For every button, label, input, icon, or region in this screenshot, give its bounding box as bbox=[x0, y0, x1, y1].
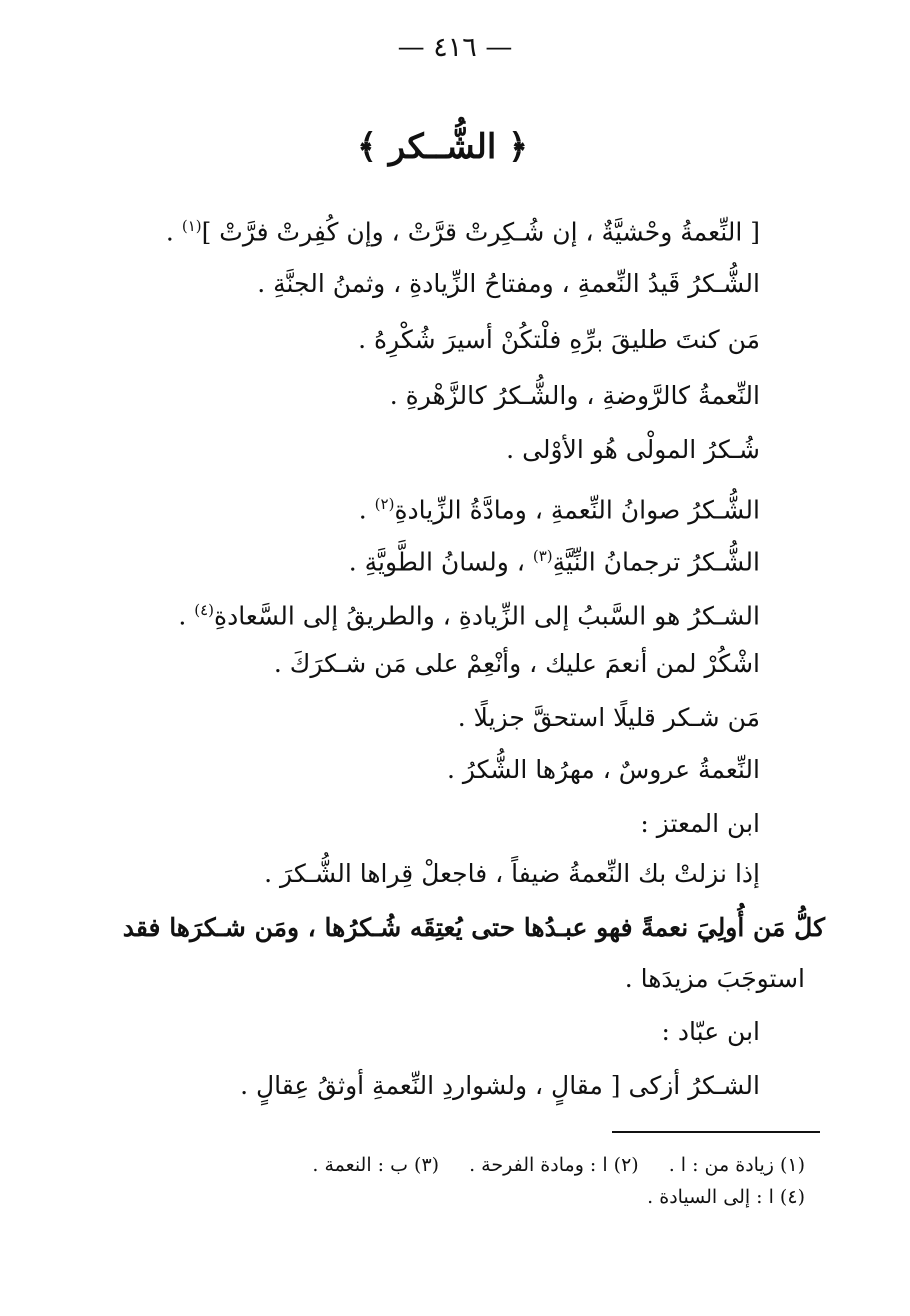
aphorism-line bbox=[60, 318, 760, 362]
page-number: — ٤١٦ — bbox=[397, 32, 513, 63]
aphorism-text: مَن كنتَ طليقَ برِّهِ فلْتكُنْ أسيرَ شُكْرِهُ . bbox=[358, 325, 760, 354]
aphorism-ending: . bbox=[178, 601, 195, 631]
footnote-row bbox=[165, 1181, 805, 1213]
aphorism-line bbox=[60, 748, 760, 792]
speaker-ibn-al-mutazz: ابن المعتز : bbox=[640, 809, 760, 838]
aphorism-line bbox=[60, 262, 760, 306]
aphorism-line bbox=[60, 534, 760, 584]
verse-line: إذا نزلتْ بك النِّعمةُ ضيفاً ، فاجعلْ قِراها الشُّـكرَ . bbox=[264, 859, 760, 888]
footnote-marker: (٤) bbox=[194, 601, 215, 619]
footnote-row bbox=[165, 1149, 805, 1181]
aphorism-line bbox=[60, 374, 760, 418]
footnote-marker: (٣) bbox=[532, 547, 553, 565]
aphorism-text: الشُّـكرُ ترجمانُ النِّيَّةِ bbox=[552, 547, 760, 577]
speaker-ibn-abbad: ابن عبّاد : bbox=[661, 1017, 760, 1046]
chapter-title: ﴿ الشُّــكر ﴾ bbox=[356, 127, 529, 167]
aphorism-line bbox=[60, 204, 760, 254]
aphorism-ending: ، ولسانُ الطَّويَّةِ . bbox=[348, 547, 533, 577]
aphorism-text: [ النِّعمةُ وحْشيَّةٌ ، إن شُـكِرتْ قرَّتْ ، وإن كُفِرتْ فرَّتْ ] bbox=[201, 217, 760, 247]
paragraph-line-1: كلُّ مَن أُولِيَ نعمةً فهو عبـدُها حتى يُعتِقَه شُـكرُها ، ومَن شـكرَها فقد bbox=[122, 913, 825, 942]
aphorism-text: الشُّـكرُ صوانُ النِّعمةِ ، ومادَّةُ الزِّيادةِ bbox=[394, 495, 760, 525]
footnote-1: (١) زيادة من : ا . bbox=[668, 1154, 805, 1176]
paragraph-line-2: استوجَبَ مزيدَها . bbox=[624, 964, 805, 993]
footnote-4: (٤) ا : إلى السيادة . bbox=[647, 1186, 805, 1208]
aphorism-text: مَن شـكر قليلًا استحقَّ جزيلًا . bbox=[457, 703, 760, 732]
aphorism-ending: . bbox=[358, 495, 375, 525]
aphorism-text: شُـكرُ المولْى هُو الأوْلى . bbox=[506, 435, 760, 464]
aphorism-text: الشُّـكرُ قَيدُ النِّعمةِ ، ومفتاحُ الزِّيادةِ ، وثمنُ الجنَّةِ . bbox=[257, 269, 760, 298]
aphorism-line bbox=[60, 482, 760, 532]
verse-line: الشـكرُ أزكى [ مقالٍ ، ولشواردِ النِّعمةِ أوثقُ عِقالٍ . bbox=[240, 1071, 760, 1100]
aphorism-ending: . bbox=[165, 217, 182, 247]
aphorism-text: النِّعمةُ كالرَّوضةِ ، والشُّـكرُ كالزَّهْرةِ . bbox=[389, 381, 760, 410]
aphorism-text: اشْكُرْ لمن أنعمَ عليك ، وأنْعِمْ على مَن شـكرَكَ . bbox=[273, 649, 760, 678]
aphorism-line bbox=[60, 642, 760, 686]
footnote-divider bbox=[612, 1131, 820, 1133]
footnote-3: (٣) ب : النعمة . bbox=[312, 1154, 440, 1176]
aphorism-text: النِّعمةُ عروسٌ ، مهرُها الشُّكرُ . bbox=[446, 755, 760, 784]
aphorism-line bbox=[60, 428, 760, 472]
footnote-2: (٢) ا : ومادة الفرحة . bbox=[469, 1154, 639, 1176]
footnote-marker: (١) bbox=[181, 217, 202, 235]
aphorism-line bbox=[60, 588, 760, 638]
footnotes bbox=[165, 1149, 805, 1213]
footnote-marker: (٢) bbox=[374, 495, 395, 513]
aphorism-text: الشـكرُ هو السَّببُ إلى الزِّيادةِ ، والطريقُ إلى السَّعادةِ bbox=[214, 601, 760, 631]
aphorism-line bbox=[60, 696, 760, 740]
